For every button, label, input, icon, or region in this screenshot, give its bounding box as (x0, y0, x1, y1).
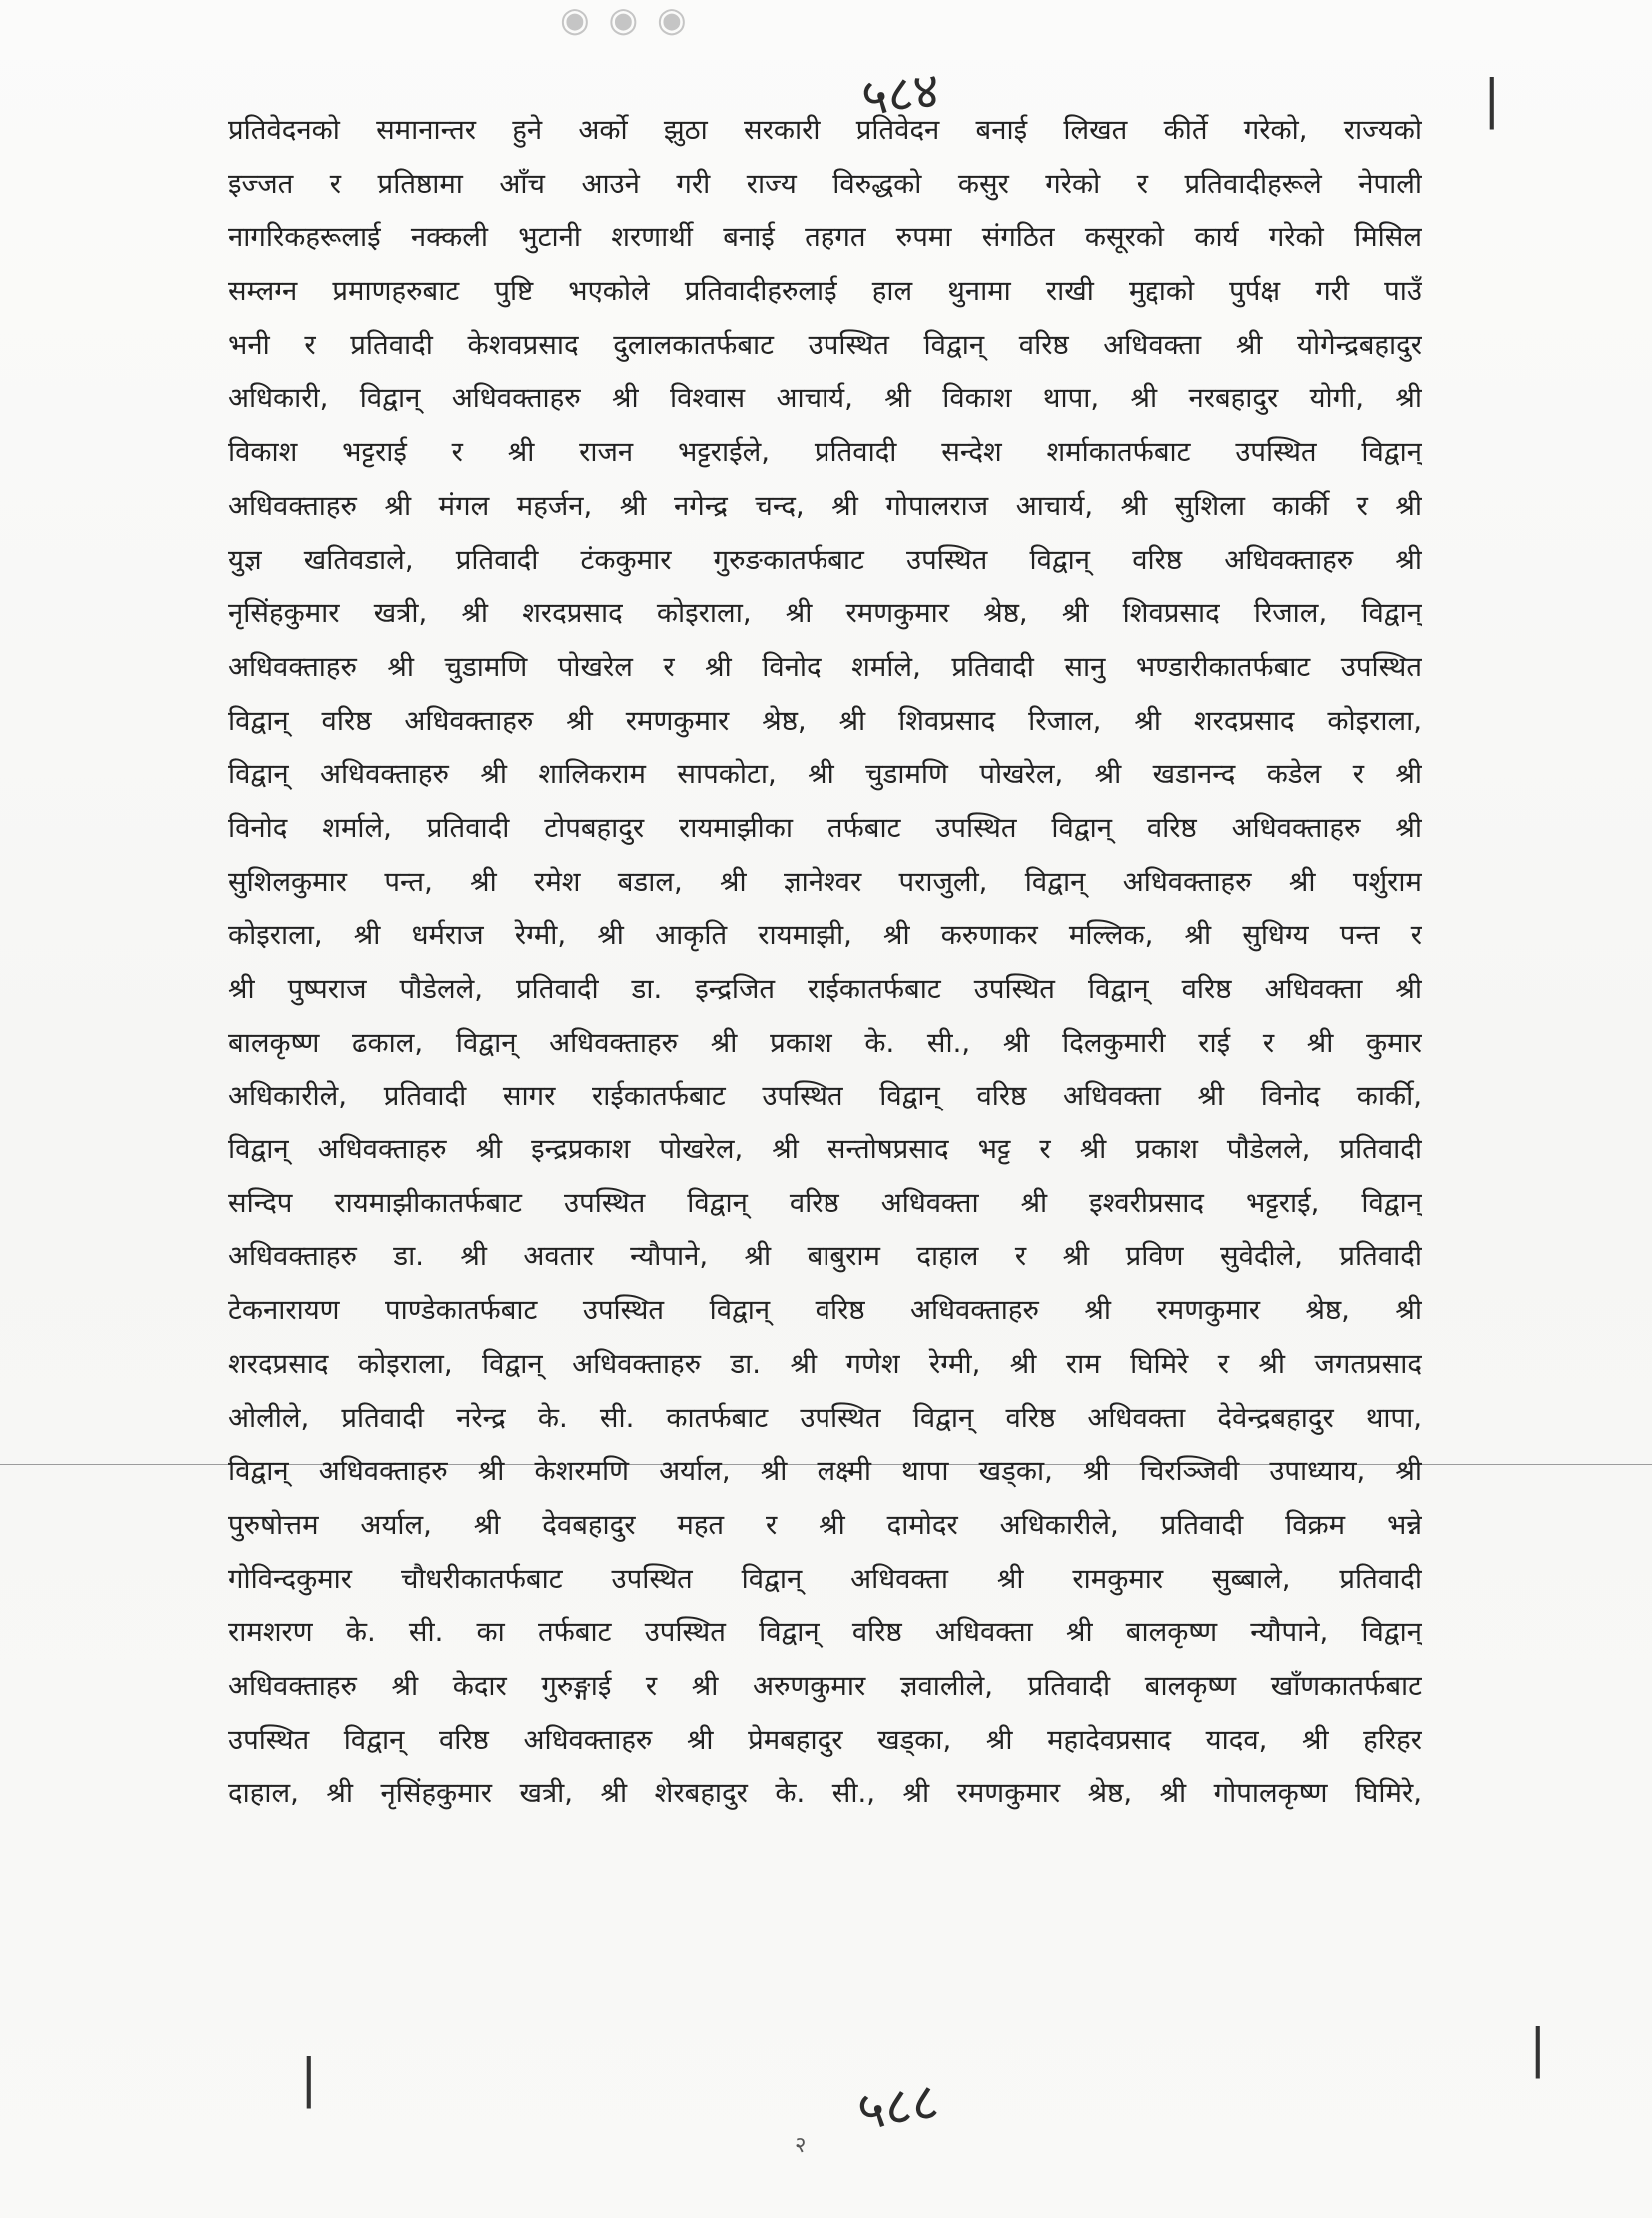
text-line: भनी र प्रतिवादी केशवप्रसाद दुलालकातर्फबाट उपस्थित विद्वान् वरिष्ठ अधिवक्ता श्री योगेन्द्रबहादुर (228, 328, 1422, 361)
text-line: अधिवक्ताहरु श्री केदार गुरुङ्गाई र श्री अरुणकुमार ज्ञवालीले, प्रतिवादी बालकृष्ण खाँणकातर्फबाट (228, 1669, 1422, 1702)
margin-mark-left-bottom: | (300, 2049, 318, 2109)
text-line: ओलीले, प्रतिवादी नरेन्द्र के. सी. कातर्फबाट उपस्थित विद्वान् वरिष्ठ अधिवक्ता देवेन्द्रबहादुर थापा, (228, 1401, 1422, 1434)
text-line: विद्वान् अधिवक्ताहरु श्री शालिकराम सापकोटा, श्री चुडामणि पोखरेल, श्री खडानन्द कडेल र श्री (228, 758, 1422, 791)
text-line: प्रतिवेदनको समानान्तर हुने अर्को झुठा सरकारी प्रतिवेदन बनाई लिखत कीर्ते गरेको, राज्यको (228, 114, 1422, 146)
text-line: विनोद शर्माले, प्रतिवादी टोपबहादुर रायमाझीका तर्फबाट उपस्थित विद्वान् वरिष्ठ अधिवक्ताहरु श्री (228, 811, 1422, 844)
text-line: विकाश भट्टराई र श्री राजन भट्टराईले, प्रतिवादी सन्देश शर्माकातर्फबाट उपस्थित विद्वान् (228, 436, 1422, 469)
text-line: सम्लग्न प्रमाणहरुबाट पुष्टि भएकोले प्रतिवादीहरुलाई हाल थुनामा राखी मुद्दाको पुर्पक्ष गरी पाउँ (228, 275, 1422, 308)
text-line: अधिवक्ताहरु श्री चुडामणि पोखरेल र श्री विनोद शर्माले, प्रतिवादी सानु भण्डारीकातर्फबाट उपस्थित (228, 650, 1422, 683)
text-line: नृसिंहकुमार खत्री, श्री शरदप्रसाद कोइराला, श्री रमणकुमार श्रेष्ठ, श्री शिवप्रसाद रिजाल, विद्वान् (228, 597, 1422, 630)
text-line: सुशिलकुमार पन्त, श्री रमेश बडाल, श्री ज्ञानेश्वर पराजुली, विद्वान् अधिवक्ताहरु श्री पर्शुराम (228, 865, 1422, 898)
text-line: इज्जत र प्रतिष्ठामा आँच आउने गरी राज्य विरुद्धको कसुर गरेको र प्रतिवादीहरूले नेपाली (228, 167, 1422, 200)
text-line: नागरिकहरूलाई नक्कली भुटानी शरणार्थी बनाई तहगत रुपमा संगठित कसूरको कार्य गरेको मिसिल (228, 221, 1422, 254)
text-line: उपस्थित विद्वान् वरिष्ठ अधिवक्ताहरु श्री प्रेमबहादुर खड्का, श्री महादेवप्रसाद यादव, श्री हरिहर (228, 1723, 1422, 1756)
signature: ५८८ (853, 2071, 943, 2143)
handwritten-page-number: ५८४ (858, 61, 943, 127)
text-line: शरदप्रसाद कोइराला, विद्वान् अधिवक्ताहरु डा. श्री गणेश रेग्मी, श्री राम घिमिरे र श्री जगतप्रसाद (228, 1347, 1422, 1380)
text-line: टेकनारायण पाण्डेकातर्फबाट उपस्थित विद्वान् वरिष्ठ अधिवक्ताहरु श्री रमणकुमार श्रेष्ठ, श्री (228, 1294, 1422, 1327)
text-line: अधिकारी, विद्वान् अधिवक्ताहरु श्री विश्वास आचार्य, श्री विकाश थापा, श्री नरबहादुर योगी, श्री (228, 382, 1422, 415)
margin-mark-right-top: | (1483, 70, 1501, 130)
footer-page-number: २ (795, 2133, 807, 2158)
text-line: अधिवक्ताहरु श्री मंगल महर्जन, श्री नगेन्द्र चन्द, श्री गोपालराज आचार्य, श्री सुशिला कार्की र श्री (228, 489, 1422, 522)
text-line: विद्वान् अधिवक्ताहरु श्री केशरमणि अर्याल, श्री लक्ष्मी थापा खड्का, श्री चिरञ्जिवी उपाध्याय, श्री (228, 1455, 1422, 1488)
text-line: रामशरण के. सी. का तर्फबाट उपस्थित विद्वान् वरिष्ठ अधिवक्ता श्री बालकृष्ण न्यौपाने, विद्वान् (228, 1616, 1422, 1649)
margin-mark-right-bottom: | (1529, 2019, 1547, 2079)
text-line: अधिवक्ताहरु डा. श्री अवतार न्यौपाने, श्री बाबुराम दाहाल र श्री प्रविण सुवेदीले, प्रतिवादी (228, 1240, 1422, 1273)
text-line: बालकृष्ण ढकाल, विद्वान् अधिवक्ताहरु श्री प्रकाश के. सी., श्री दिलकुमारी राई र श्री कुमार (228, 1026, 1422, 1059)
text-line: गोविन्दकुमार चौधरीकातर्फबाट उपस्थित विद्वान् अधिवक्ता श्री रामकुमार सुब्बाले, प्रतिवादी (228, 1562, 1422, 1595)
text-line: विद्वान् अधिवक्ताहरु श्री इन्द्रप्रकाश पोखरेल, श्री सन्तोषप्रसाद भट्ट र श्री प्रकाश पौडेलले, प्रतिवादी (228, 1133, 1422, 1166)
text-line: अधिकारीले, प्रतिवादी सागर राईकातर्फबाट उपस्थित विद्वान् वरिष्ठ अधिवक्ता श्री विनोद कार्की, (228, 1080, 1422, 1112)
text-line: पुरुषोत्तम अर्याल, श्री देवबहादुर महत र श्री दामोदर अधिकारीले, प्रतिवादी विक्रम भन्ने (228, 1508, 1422, 1541)
text-line: विद्वान् वरिष्ठ अधिवक्ताहरु श्री रमणकुमार श्रेष्ठ, श्री शिवप्रसाद रिजाल, श्री शरदप्रसाद कोइराला, (228, 704, 1422, 737)
text-line: दाहाल, श्री नृसिंहकुमार खत्री, श्री शेरबहादुर के. सी., श्री रमणकुमार श्रेष्ठ, श्री गोपालकृष्ण घिमिरे, (228, 1777, 1422, 1810)
text-line: सन्दिप रायमाझीकातर्फबाट उपस्थित विद्वान् वरिष्ठ अधिवक्ता श्री इश्वरीप्रसाद भट्टराई, विद्वान् (228, 1186, 1422, 1219)
text-line: श्री पुष्पराज पौडेलले, प्रतिवादी डा. इन्द्रजित राईकातर्फबाट उपस्थित विद्वान् वरिष्ठ अधिवक्ता श्री (228, 973, 1422, 1005)
text-line: युज्ञ खतिवडाले, प्रतिवादी टंककुमार गुरुङकातर्फबाट उपस्थित विद्वान् वरिष्ठ अधिवक्ताहरु श्री (228, 543, 1422, 576)
document-body (228, 104, 1422, 1821)
faded-stamp: ◉ ◉ ◉ (560, 0, 691, 40)
text-line: कोइराला, श्री धर्मराज रेग्मी, श्री आकृति रायमाझी, श्री करुणाकर मल्लिक, श्री सुधिग्य पन्त र (228, 919, 1422, 952)
